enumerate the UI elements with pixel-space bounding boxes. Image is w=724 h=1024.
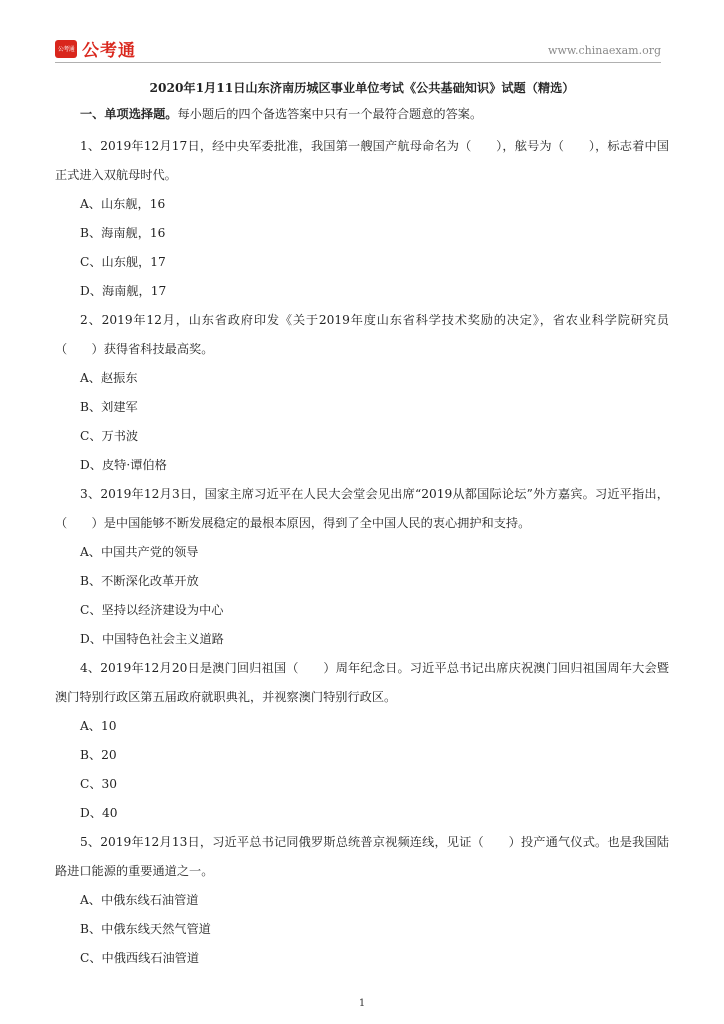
option-a: A、中国共产党的领导 (80, 545, 199, 559)
logo-badge-icon: 公考通 (55, 40, 77, 58)
question-text: 4、2019年12月20日是澳门回归祖国（ ）周年纪念日。习近平总书记出席庆祝澳门回归祖国周年大会暨澳门特别行政区第五届政府就职典礼，并视察澳门特别行政区。 (55, 661, 669, 704)
option-d: D、皮特·谭伯格 (80, 458, 167, 472)
question-5 (55, 828, 669, 973)
option-b: B、中俄东线天然气管道 (80, 922, 211, 936)
option-d: D、40 (80, 806, 118, 820)
page-number: 1 (358, 998, 366, 1009)
question-1 (55, 132, 669, 306)
page-header (55, 34, 661, 62)
option-d: D、中国特色社会主义道路 (80, 632, 224, 646)
question-2 (55, 306, 669, 480)
logo-text: 公考通 (82, 41, 136, 61)
logo (55, 36, 136, 61)
question-text: 3、2019年12月3日，国家主席习近平在人民大会堂会见出席“2019从都国际论坛”外方嘉宾。习近平指出，（ ）是中国能够不断发展稳定的最根本原因，得到了全中国人民的衷心拥护和支持。 (55, 487, 669, 530)
option-a: A、中俄东线石油管道 (80, 893, 199, 907)
option-b: B、不断深化改革开放 (80, 574, 199, 588)
option-a: A、山东舰，16 (80, 197, 166, 211)
option-d: D、海南舰，17 (80, 284, 167, 298)
option-c: C、30 (80, 777, 118, 791)
document-body (55, 78, 669, 973)
question-text: 5、2019年12月13日，习近平总书记同俄罗斯总统普京视频连线，见证（ ）投产通气仪式。也是我国陆路进口能源的重要通道之一。 (55, 835, 669, 878)
option-b: B、20 (80, 748, 117, 762)
section-instruction: 每小题后的四个备选答案中只有一个最符合题意的答案。 (177, 107, 483, 121)
section-heading (55, 104, 669, 124)
question-4 (55, 654, 669, 828)
question-text: 1、2019年12月17日，经中央军委批准，我国第一艘国产航母命名为（ ），舷号为（ ），标志着中国正式进入双航母时代。 (55, 139, 669, 182)
option-b: B、海南舰，16 (80, 226, 166, 240)
option-c: C、万书波 (80, 429, 139, 443)
option-c: C、山东舰，17 (80, 255, 166, 269)
option-a: A、赵振东 (80, 371, 138, 385)
question-3 (55, 480, 669, 654)
question-text: 2、2019年12月，山东省政府印发《关于2019年度山东省科学技术奖励的决定》，省农业科学院研究员（ ）获得省科技最高奖。 (55, 313, 669, 356)
document-title: 2020年1月11日山东济南历城区事业单位考试《公共基础知识》试题（精选） (149, 81, 575, 95)
option-c: C、坚持以经济建设为中心 (80, 603, 224, 617)
section-heading-label: 一、单项选择题。 (80, 107, 178, 121)
option-a: A、10 (80, 719, 117, 733)
option-b: B、刘建军 (80, 400, 138, 414)
site-url: www.chinaexam.org (548, 44, 661, 57)
header-divider (55, 62, 661, 63)
option-c: C、中俄西线石油管道 (80, 951, 200, 965)
